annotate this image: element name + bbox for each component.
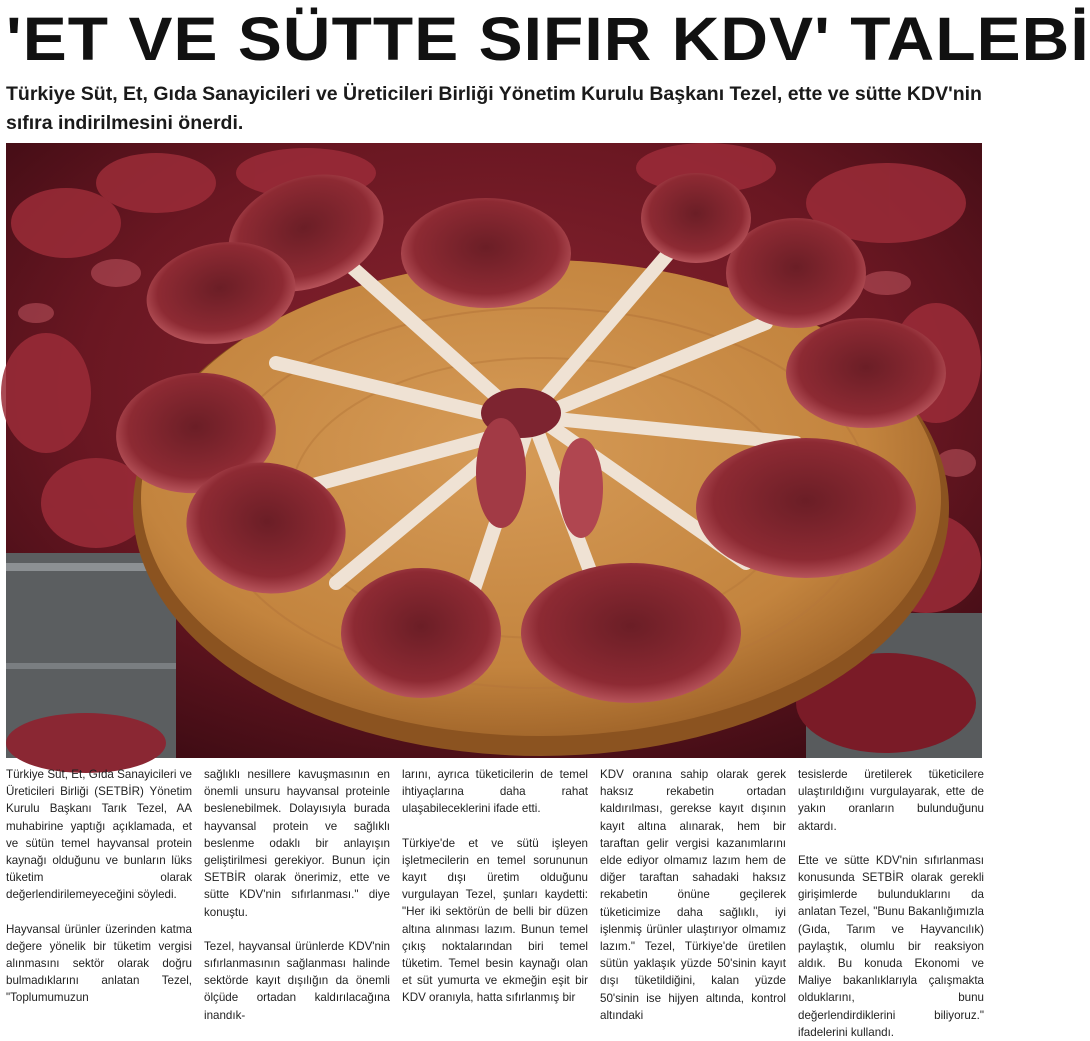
article-photo [6, 143, 982, 758]
article-column-2 [204, 766, 390, 1022]
paragraph: Türkiye'de et ve sütü işleyen işletmecilerin en temel sorununun kayıt dışı üretim olduğunu vurgulayan Tezel, şunları kaydetti: "Her iki sektörün de belli bir düzen altına alınması lazım. Bunun temel çıkış noktalarından biri temel tüketim. Temel besin kaynağı olan et süt yumurta ve ekmeğin eşit bir KDV oranıyla, hatta sıfırlanmış bir [402, 836, 588, 1005]
paragraph: Türkiye Süt, Et, Gıda Sanayicileri ve Üreticileri Birliği (SETBİR) Yönetim Kurulu Başkanı Tarık Tezel, AA muhabirine yaptığı açıklamada, et ve sütün temel hayvansal protein kaynağı olduğunu ve bunların lüks tüketim olarak değerlendirilemeyeceğini söyledi. [6, 768, 192, 902]
article-column-3 [402, 766, 588, 1016]
lamb-chops-photo-icon [6, 143, 982, 758]
paragraph: sağlıklı nesillere kavuşmasının en önemli unsuru hayvansal proteinle beslenebilmek. Dolayısıyla burada hayvansal protein ve sağlıklı beslenme odaklı bir anlayışın geliştirilmesi gerekiyor. Bunun için SETBİR olarak önerimiz, ette ve sütte KDV'nin sıfırlanması." diye konuştu. [204, 768, 390, 919]
article-body [6, 766, 984, 1039]
article-column-4 [600, 766, 786, 1022]
paragraph: larını, ayrıca tüketicilerin de temel ihtiyaçlarına daha rahat ulaşabileceklerini ifade etti. [402, 768, 588, 816]
paragraph: Ette ve sütte KDV'nin sıfırlanması konusunda SETBİR olarak gerekli girişimlerde bulunduklarını da anlatan Tezel, "Bunu Bakanlığımızla (Gıda, Tarım ve Hayvancılık) paylaştık, olumlu bir reaksiyon aldık. Bu konuda Ekonomi ve Maliye bakanlıklarıyla çalışmakta olduklarını, bunu değerlendirdiklerini biliyoruz." ifadelerini kullandı. [798, 853, 984, 1039]
headline: 'ET VE SÜTTE SIFIR KDV' TALEBİ [6, 5, 1090, 73]
paragraph: Tezel, hayvansal ürünlerde KDV'nin sıfırlanmasının sağlanması halinde sektörde kayıt dışılığın da önemli ölçüde ortadan kaldırılacağına inandık- [204, 939, 390, 1022]
article-column-1 [6, 766, 192, 1016]
article-column-5 [798, 766, 984, 1039]
paragraph: Hayvansal ürünler üzerinden katma değere yönelik bir tüketim vergisi alınmasını sektör olarak doğru bulmadıklarını anlatan Tezel, "Toplumumuzun [6, 922, 192, 1005]
paragraph: KDV oranına sahip olarak gerek haksız rekabetin ortadan kaldırılması, gerekse kayıt dışının kayıt altına alınarak, hem bir taraftan gelir vergisi kazanımlarını elde ediyor olmamız lazım hem de diğer taraftan sahadaki haksız rekabetin önüne geçilerek tüketicimize daha sağlıklı, iyi işlenmiş ürünler ulaştırıyor olmamız lazım." Tezel, Türkiye'de üretilen sütün yaklaşık yüzde 50'sinin kayıt dışı tüketildiğini, kalan yüzde 50'sinin ise hijyen altında, kontrol altındaki [600, 768, 786, 1022]
subheadline: Türkiye Süt, Et, Gıda Sanayicileri ve Üreticileri Birliği Yönetim Kurulu Başkanı Tezel, ette ve sütte KDV'nin sıfıra indirilmesini önerdi. [6, 83, 982, 134]
paragraph: tesislerde üretilerek tüketicilere ulaştırıldığını vurgulayarak, ette de yakın oranların bulunduğunu aktardı. [798, 768, 984, 833]
